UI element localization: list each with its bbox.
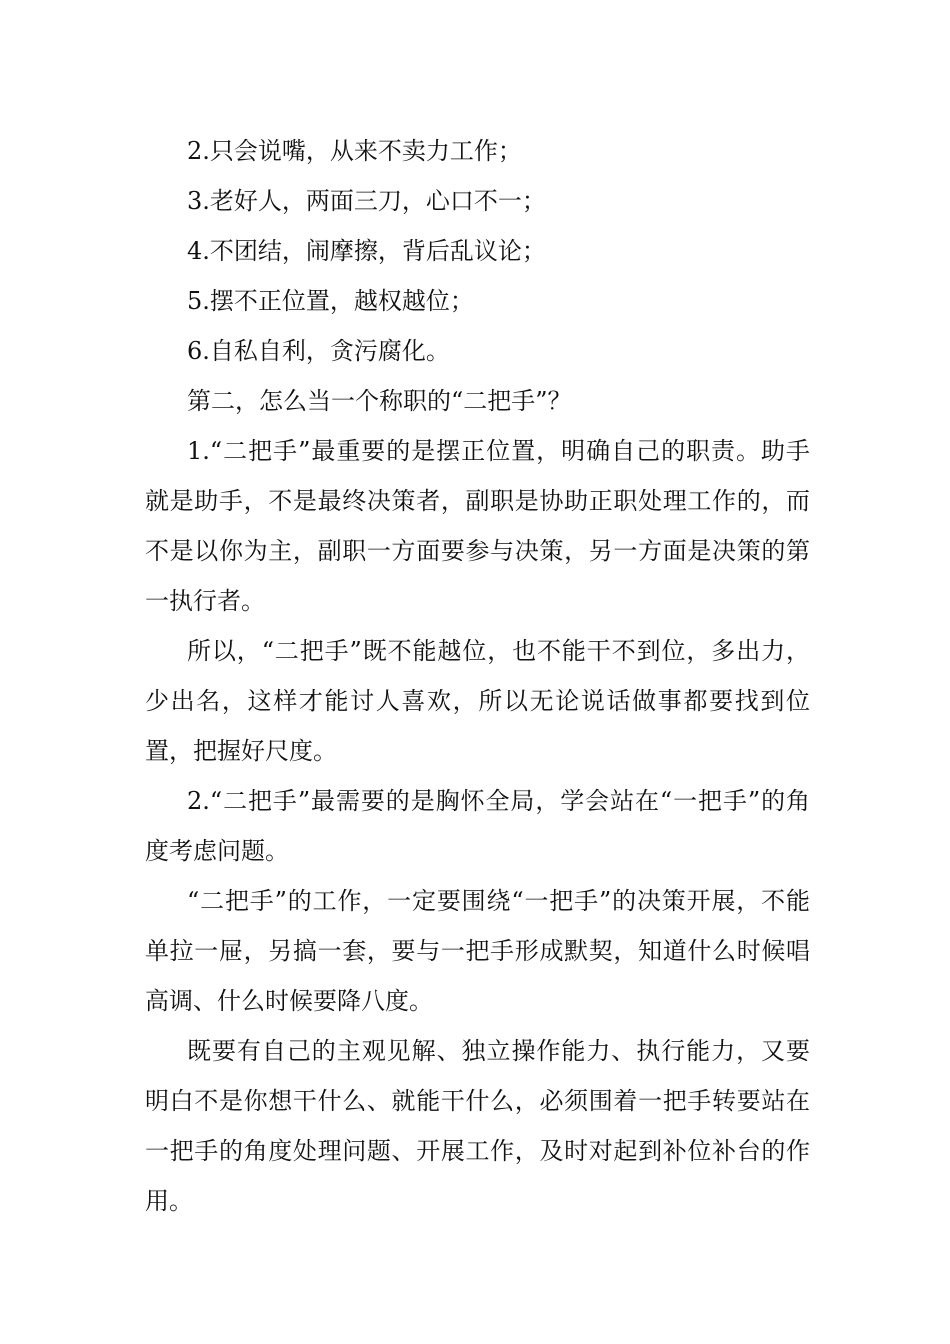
paragraph-work-around: “二把手”的工作，一定要围绕“一把手”的决策开展，不能单拉一屉，另搞一套，要与一把手形成默契，知道什么时候唱高调、什么时候要降八度。 <box>145 887 810 1015</box>
paragraph-therefore: 所以，“二把手”既不能越位，也不能干不到位，多出力，少出名，这样才能讨人喜欢，所以无论说话做事都要找到位置，把握好尺度。 <box>145 637 810 765</box>
paragraph-item-5: 5.摆不正位置，越权越位； <box>187 287 474 315</box>
paragraph-item-4: 4.不团结，闹摩擦，背后乱议论； <box>187 237 546 265</box>
paragraph-item-6: 6.自私自利，贪污腐化。 <box>187 337 450 365</box>
paragraph-item-3: 3.老好人，两面三刀，心口不一； <box>187 187 546 215</box>
paragraph-own-views: 既要有自己的主观见解、独立操作能力、执行能力，又要明白不是你想干什么、就能干什么，必须围着一把手转要站在一把手的角度处理问题、开展工作，及时对起到补位补台的作用。 <box>145 1037 810 1215</box>
document-body <box>145 126 810 1226</box>
section-heading-second: 第二，怎么当一个称职的“二把手”？ <box>187 387 572 415</box>
paragraph-point-1: 1.“二把手”最重要的是摆正位置，明确自己的职责。助手就是助手，不是最终决策者，副职是协助正职处理工作的，而不是以你为主，副职一方面要参与决策，另一方面是决策的第一执行者。 <box>145 437 810 615</box>
paragraph-item-2: 2.只会说嘴，从来不卖力工作； <box>187 137 522 165</box>
paragraph-point-2: 2.“二把手”最需要的是胸怀全局，学会站在“一把手”的角度考虑问题。 <box>145 787 810 865</box>
